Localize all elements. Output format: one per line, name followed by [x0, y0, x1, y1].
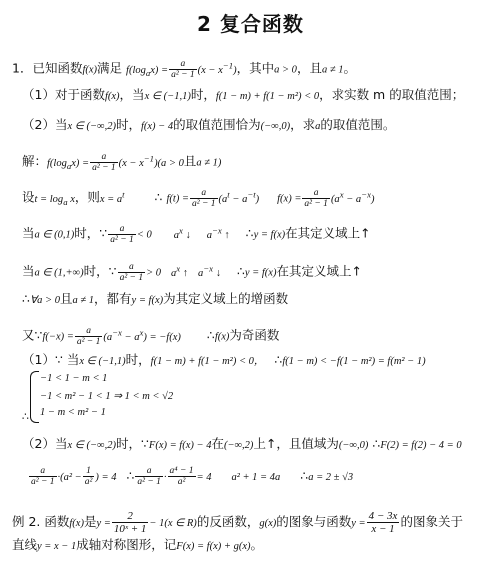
- part-1-solution: （1）∵ 当x ∈ (−1,1)时，f(1 − m) + f(1 − m²) < 0， ∴f(1 − m) < −f(1 − m²) = f(m² − 1): [22, 352, 426, 367]
- odd-function-line: 又∵f(−x) = $\frac{a}{\text{a² − 1}}$ $(a^{-x} - a^x) = -f(x)$ ∴f(x)为奇函数: [22, 325, 280, 347]
- system-line-3: 1 − m < m² − 1: [40, 407, 106, 418]
- problem-statement: 1．已知函数f(x)满足 $f(\log_ax)$ = $\frac{a}{\text{a² − 1}}$ $(x - x^{-1})$，其中a > 0，且a ≠ 1。: [12, 58, 356, 80]
- question-1: （1）对于函数f(x)，当x ∈ (−1,1)时，f(1 − m) + f(1 − m²) < 0，求实数 m 的取值范围；: [22, 87, 465, 102]
- increasing-conclusion: ∴∀a > 0且a ≠ 1，都有y = f(x)为其定义域上的增函数: [22, 291, 289, 306]
- system-brace: [30, 371, 39, 423]
- therefore-symbol: ∴: [22, 410, 29, 423]
- part-2-solution: （2）当x ∈ (−∞,2)时，∵F(x) = f(x) − 4在(−∞,2)上↑，且值域为(−∞,0) ∴F(2) = f(2) − 4 = 0: [22, 436, 462, 451]
- case-a-greater-than-1: 当a ∈ (1,+∞)时，∵ $\frac{a}{\text{a² − 1}}$ > 0 $a^x$ ↑ $a^{-x}$ ↓ ∴y = f(x)在其定义域上↑: [22, 261, 362, 283]
- equation-line: $\frac{a}{\text{a² − 1}}$ ·(a² − $\frac{1}{\text{a²}}$ ) = 4 ∴ $\frac{a}{\text{a² − 1}}$ · $\frac{\text{a⁴ − 1}}{\text{a²}}$ = 4 a² + 1 = 4a ∴a = 2 ± √3: [31, 466, 354, 487]
- system-line-1: −1 < 1 − m < 1: [40, 373, 108, 384]
- question-2: （2）当x ∈ (−∞,2)时，f(x) − 4的取值范围恰为(−∞,0)，求a的取值范围。: [22, 117, 396, 132]
- example-2-line-2: 直线y = x − 1成轴对称图形，记F(x) = f(x) + g(x)。: [12, 537, 264, 552]
- page-title: 2 复合函数: [197, 12, 304, 36]
- case-a-less-than-1: 当a ∈ (0,1)时，∵ $\frac{a}{\text{a² − 1}}$ < 0 $a^x$ ↓ $a^{-x}$ ↑ ∴y = f(x)在其定义域上↑: [22, 223, 371, 245]
- example-2-line-1: 例 2. 函数f(x)是y = $\frac{2}{\text{10ˣ + 1}}$ − 1(x ∈ R)的反函数，g(x)的图象与函数y = $\frac{4 - 3x}{x - 1}$ 的图象关于: [12, 510, 463, 535]
- solution-start: 解：$f(\log_ax)$ = $\frac{a}{\text{a² − 1}}$ $(x - x^{-1})(a > 0$且a ≠ 1): [22, 151, 222, 173]
- system-line-2: −1 < m² − 1 < 1 ⇒ 1 < m < √2: [40, 391, 174, 402]
- substitution-line: 设$t = \log_a x$，则$x = a^t$ ∴ f(t) = $\frac{a}{\text{a² − 1}}$ $(a^t - a^{-t}) f(x)$ = $\frac{a}{\text{a² − 1}}$ $(a^x - a^{-x})$: [22, 187, 375, 209]
